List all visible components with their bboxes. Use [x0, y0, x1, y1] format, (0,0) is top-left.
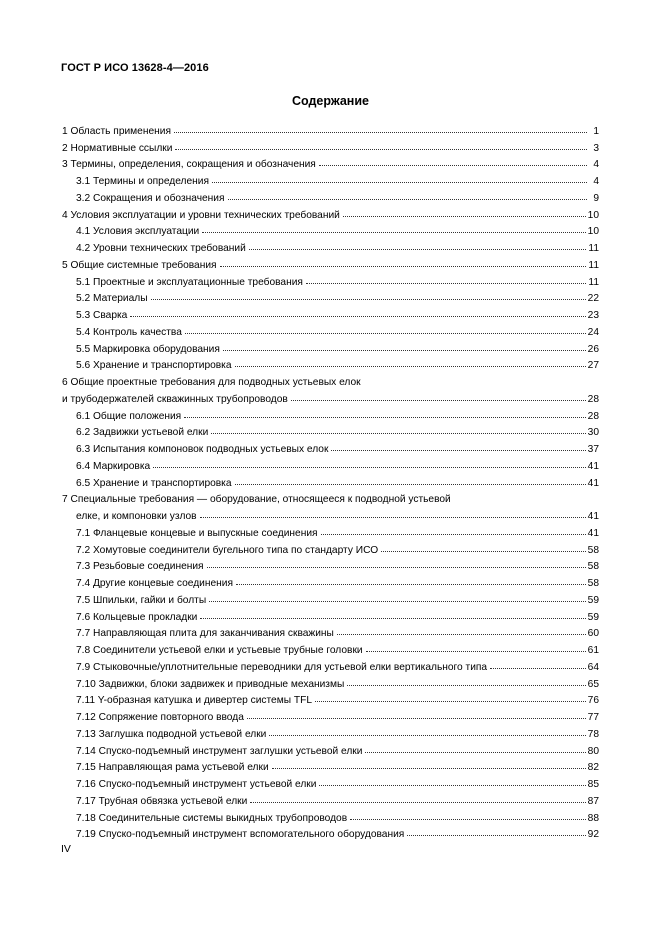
toc-entry[interactable]: [62, 507, 599, 524]
toc-entry-page: 4: [593, 159, 599, 171]
toc-entry-page: 65: [587, 678, 599, 690]
toc-entry-title: 7.17 Трубная обвязка устьевой елки: [76, 795, 248, 807]
dot-leader: [306, 283, 587, 284]
toc-entry[interactable]: [62, 641, 599, 658]
toc-entry[interactable]: [62, 306, 599, 323]
toc-entry[interactable]: [62, 390, 599, 407]
toc-entry[interactable]: [62, 273, 599, 290]
toc-entry-page: 28: [587, 410, 599, 422]
dot-leader: [319, 785, 585, 786]
dot-leader: [249, 249, 587, 250]
toc-entry-page: 59: [587, 611, 599, 623]
toc-entry-page: 58: [587, 578, 599, 589]
toc-entry-page: 80: [587, 745, 599, 757]
toc-entry-title: 7.3 Резьбовые соединения: [76, 561, 204, 573]
toc-entry[interactable]: [62, 256, 599, 273]
toc-entry-title: 7.8 Соединители устьевой елки и устьевые трубные головки: [76, 645, 363, 656]
toc-entry[interactable]: [62, 574, 599, 591]
toc-entry-title: 7.16 Спуско-подъемный инструмент устьевой елки: [76, 779, 317, 790]
toc-entry-title: 7.5 Шпильки, гайки и болты: [76, 594, 207, 606]
dot-leader: [209, 601, 586, 602]
toc-entry-page: 24: [587, 326, 599, 338]
dot-leader: [223, 350, 586, 351]
dot-leader: [207, 567, 586, 568]
toc-entry-page: 41: [587, 477, 599, 489]
dot-leader: [235, 366, 586, 367]
toc-entry[interactable]: [62, 541, 599, 558]
toc-entry[interactable]: [62, 524, 599, 541]
toc-entry-title: 4.1 Условия эксплуатации: [76, 226, 200, 238]
toc-entry[interactable]: [62, 675, 599, 692]
toc-entry[interactable]: [62, 809, 599, 826]
dot-leader: [153, 467, 585, 468]
toc-entry-title: 3.2 Сокращения и обозначения: [76, 192, 225, 204]
toc-entry-page: 4: [593, 176, 599, 187]
dot-leader: [381, 551, 586, 552]
toc-entry-page: 27: [587, 360, 599, 372]
toc-entry-title: 4.2 Уровни технических требований: [76, 243, 246, 254]
toc-entry[interactable]: [62, 692, 599, 709]
toc-entry-title: 6.2 Задвижки устьевой елки: [76, 427, 209, 439]
dot-leader: [130, 316, 585, 317]
toc-entry-page: 77: [587, 712, 599, 723]
dot-leader: [236, 584, 586, 585]
toc-entry-title: 5.6 Хранение и транспортировка: [76, 360, 232, 372]
toc-entry-title: 6 Общие проектные требования для подводных устьевых елок: [62, 377, 361, 388]
toc-entry-title: 7.13 Заглушка подводной устьевой елки: [76, 728, 267, 740]
toc-entry-page: 76: [587, 695, 599, 707]
toc-entry[interactable]: [62, 591, 599, 608]
toc-entry[interactable]: [62, 440, 599, 457]
dot-leader: [220, 266, 587, 267]
toc-entry[interactable]: [62, 223, 599, 240]
toc-entry[interactable]: [62, 474, 599, 491]
dot-leader: [366, 651, 586, 652]
toc-entry-page: 11: [588, 243, 599, 254]
toc-entry[interactable]: [62, 156, 599, 173]
toc-entry[interactable]: [62, 608, 599, 625]
toc-entry-title: 7.4 Другие концевые соединения: [76, 578, 233, 589]
dot-leader: [247, 718, 586, 719]
dot-leader: [407, 835, 585, 836]
dot-leader: [315, 701, 586, 702]
dot-leader: [235, 484, 586, 485]
toc-entry-title: 7.15 Направляющая рама устьевой елки: [76, 762, 269, 774]
dot-leader: [174, 132, 587, 133]
dot-leader: [200, 517, 586, 518]
toc-entry[interactable]: [62, 357, 599, 374]
toc-entry-page: 37: [587, 444, 599, 455]
toc-entry-title: елке, и компоновки узлов: [76, 511, 197, 522]
toc-entry-page: 41: [587, 511, 599, 522]
toc-entry-title: 6.3 Испытания компоновок подводных устьевых елок: [76, 444, 329, 455]
toc-entry-title: 5.5 Маркировка оборудования: [76, 343, 220, 355]
toc-entry-page: 23: [587, 310, 599, 321]
toc-entry[interactable]: [62, 206, 599, 223]
toc-entry-title: 2 Нормативные ссылки: [62, 142, 173, 154]
toc-entry-page: 82: [587, 762, 599, 774]
toc-entry[interactable]: [62, 340, 599, 357]
toc-entry[interactable]: [62, 424, 599, 441]
toc-entry-page: 41: [587, 527, 599, 539]
toc-entry-title: 3.1 Термины и определения: [76, 176, 209, 187]
dot-leader: [211, 433, 585, 434]
toc-entry-page: 64: [587, 661, 599, 673]
toc-entry-title: 1 Область применения: [62, 125, 171, 137]
toc-entry-page: 58: [587, 561, 599, 573]
dot-leader: [347, 685, 585, 686]
toc-entry-title: 7.2 Хомутовые соединители бугельного типа по стандарту ИСО: [76, 544, 379, 556]
dot-leader: [185, 333, 586, 334]
toc-entry[interactable]: [62, 792, 599, 809]
toc-entry[interactable]: [62, 775, 599, 792]
dot-leader: [212, 182, 587, 183]
page-title: Содержание: [291, 94, 369, 108]
toc-entry-page: 87: [587, 795, 599, 807]
toc-entry-title: и трубодержателей скважинных трубопроводов: [62, 393, 288, 405]
dot-leader: [490, 668, 586, 669]
page-number: IV: [61, 843, 71, 855]
dot-leader: [250, 802, 585, 803]
toc-entry-page: 28: [587, 393, 599, 405]
toc-entry-page: 30: [587, 427, 599, 439]
toc-entry-page: 11: [588, 276, 599, 288]
toc-entry-title: 7.19 Спуско-подъемный инструмент вспомогательного оборудования: [76, 829, 405, 841]
toc-entry[interactable]: [62, 172, 599, 189]
dot-leader: [350, 819, 586, 820]
dot-leader: [291, 400, 586, 401]
toc-entry-title: 7.7 Направляющая плита для заканчивания скважины: [76, 628, 334, 640]
toc-entry-title: 7.6 Кольцевые прокладки: [76, 611, 198, 623]
dot-leader: [202, 232, 585, 233]
toc-entry-title: 5.4 Контроль качества: [76, 326, 182, 338]
dot-leader: [319, 165, 587, 166]
dot-leader: [200, 618, 585, 619]
toc-entry-page: 78: [587, 728, 599, 740]
toc-entry-page: 10: [587, 226, 599, 238]
toc-entry[interactable]: [62, 725, 599, 742]
toc-entry-page: 58: [587, 544, 599, 556]
dot-leader: [175, 149, 587, 150]
toc-entry-title: 6.5 Хранение и транспортировка: [76, 477, 232, 489]
dot-leader: [151, 299, 586, 300]
toc-entry[interactable]: [62, 625, 599, 642]
toc-entry-page: 92: [587, 829, 599, 841]
toc-entry-title: 7.14 Спуско-подъемный инструмент заглушки устьевой елки: [76, 745, 363, 757]
toc-entry-page: 88: [587, 812, 599, 824]
toc-entry[interactable]: [62, 759, 599, 776]
toc-entry-title: 4 Условия эксплуатации и уровни технических требований: [62, 209, 340, 221]
toc-entry-page: 9: [593, 192, 599, 204]
toc-entry-title: 5.2 Материалы: [76, 293, 148, 305]
dot-leader: [337, 634, 586, 635]
toc-entry-title: 7.10 Задвижки, блоки задвижек и приводные механизмы: [76, 678, 345, 690]
toc-entry-title: 7.12 Сопряжение повторного ввода: [76, 712, 244, 723]
toc-entry[interactable]: [62, 139, 599, 156]
toc-entry[interactable]: [62, 558, 599, 575]
toc-entry-page: 26: [587, 343, 599, 355]
toc-entry[interactable]: [62, 457, 599, 474]
dot-leader: [228, 199, 587, 200]
toc-entry-title: 7.11 Y-образная катушка и дивертер системы TFL: [76, 695, 312, 707]
toc-entry[interactable]: [62, 239, 599, 256]
toc-entry-title: 5 Общие системные требования: [62, 259, 217, 271]
toc-entry-page: 61: [587, 645, 599, 656]
toc-entry[interactable]: [62, 373, 599, 390]
toc-entry[interactable]: [62, 826, 599, 843]
toc-entry-title: 7.1 Фланцевые концевые и выпускные соединения: [76, 527, 318, 539]
toc-entry[interactable]: [62, 189, 599, 206]
toc-entry-title: 6.4 Маркировка: [76, 460, 151, 472]
toc-entry-title: 5.1 Проектные и эксплуатационные требования: [76, 276, 303, 288]
toc-entry-title: 7.18 Соединительные системы выкидных трубопроводов: [76, 812, 348, 824]
toc-entry[interactable]: [62, 708, 599, 725]
toc-entry[interactable]: [62, 658, 599, 675]
toc-entry[interactable]: [62, 323, 599, 340]
toc-entry-title: 3 Термины, определения, сокращения и обозначения: [62, 159, 316, 171]
toc-entry-page: 1: [593, 125, 599, 137]
toc-entry-title: 6.1 Общие положения: [76, 410, 182, 422]
toc-entry-title: 5.3 Сварка: [76, 310, 128, 321]
toc-entry-title: 7.9 Стыковочные/уплотнительные переводники для устьевой елки вертикального типа: [76, 661, 488, 673]
toc-entry-page: 60: [587, 628, 599, 640]
table-of-contents: [62, 122, 599, 842]
dot-leader: [321, 534, 586, 535]
toc-entry[interactable]: [62, 742, 599, 759]
dot-leader: [331, 450, 585, 451]
toc-entry[interactable]: [62, 290, 599, 307]
toc-entry-page: 10: [587, 209, 599, 221]
dot-leader: [184, 417, 585, 418]
dot-leader: [343, 216, 586, 217]
toc-entry-page: 11: [588, 259, 599, 271]
dot-leader: [365, 752, 585, 753]
toc-entry[interactable]: [62, 491, 599, 508]
dot-leader: [269, 735, 585, 736]
toc-entry-page: 41: [587, 460, 599, 472]
toc-entry[interactable]: [62, 122, 599, 139]
document-header: ГОСТ Р ИСО 13628-4—2016: [61, 62, 209, 74]
toc-entry-page: 59: [587, 594, 599, 606]
toc-entry-page: 22: [587, 293, 599, 305]
dot-leader: [272, 768, 586, 769]
toc-entry-page: 85: [587, 779, 599, 790]
toc-entry-page: 3: [593, 142, 599, 154]
toc-entry-title: 7 Специальные требования — оборудование, относящееся к подводной устьевой: [62, 494, 451, 506]
toc-entry[interactable]: [62, 407, 599, 424]
